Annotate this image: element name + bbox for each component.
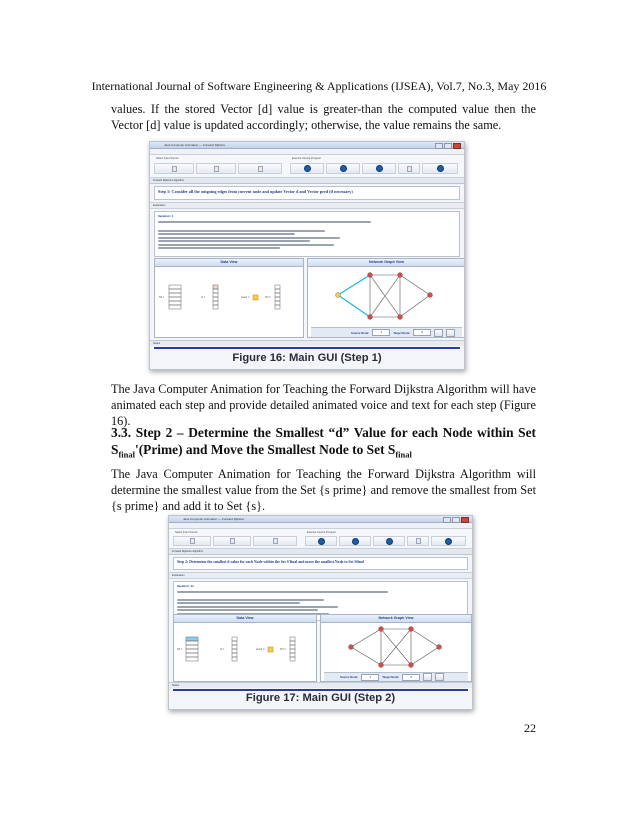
reset-icon: [386, 538, 393, 545]
info-icon: [437, 165, 444, 172]
step-title: Step 2: Determine the smallest d value for each Node within the Set S′final and move the smallest Node to Set Sfinal: [177, 560, 364, 564]
running-header: International Journal of Software Engineering & Applications (IJSEA), Vol.7, No.3, May 2016: [91, 79, 547, 93]
iteration-heading: Iteration: 11: [177, 584, 194, 588]
zoom-in-icon[interactable]: [434, 329, 443, 337]
tab-strip: Forward Dijkstra's Algorithm: [150, 178, 464, 184]
graph-view-title: Network Graph View: [308, 259, 465, 267]
paragraph-vector-update: values. If the stored Vector [d] value is greater-than the computed value then the Vector [d] value is updated accordingly; otherwise, the value remains the same.: [111, 102, 536, 132]
file-icon: [258, 166, 263, 172]
explanation-text-area: [154, 211, 460, 257]
open-file-button[interactable]: [173, 536, 211, 546]
svg-text:Sf =: Sf =: [177, 647, 183, 651]
tab-strip: Forward Dijkstra's Algorithm: [169, 549, 472, 555]
zoom-out-icon[interactable]: [446, 329, 455, 337]
file-icon: [230, 538, 235, 544]
data-view-title: Data View: [174, 615, 316, 623]
file-icon: [273, 538, 278, 544]
open-file-button-2[interactable]: [213, 536, 251, 546]
source-node-label: Source Node:: [340, 675, 359, 679]
iteration-strip: Explanation: [150, 202, 464, 209]
section-heading: [111, 424, 536, 464]
source-node-field[interactable]: 1: [361, 674, 379, 681]
zoom-in-icon[interactable]: [423, 673, 432, 681]
page-number: 22: [524, 721, 536, 735]
run-button[interactable]: [305, 536, 337, 546]
iteration-heading: Iteration: 1: [158, 214, 174, 218]
target-node-field[interactable]: 6: [413, 329, 431, 336]
zoom-out-icon[interactable]: [435, 673, 444, 681]
pencil-icon: [407, 166, 412, 172]
toolbar: Select Input Source Execute Source Program: [169, 529, 472, 549]
views-row: [173, 614, 472, 682]
figure-17-screenshot: [168, 515, 473, 710]
data-view-canvas: [174, 623, 316, 681]
reset-button[interactable]: [362, 163, 396, 174]
step-panel: [173, 557, 468, 570]
set-final-subscript-2: final: [395, 449, 412, 460]
graph-view-title: Network Graph View: [321, 615, 471, 623]
window-titlebar: Java Computer Animation — Forward Dijkstra: [169, 516, 472, 523]
edit-button[interactable]: [407, 536, 429, 546]
target-node-label: Target Node:: [393, 330, 411, 335]
set-s-symbol: S: [111, 442, 119, 457]
reset-icon: [376, 165, 383, 172]
file-icon: [172, 166, 177, 172]
source-node-field[interactable]: 1: [372, 329, 390, 336]
file-icon: [190, 538, 195, 544]
section-heading-mid: '(Prime) and Move the Smallest Node to Set S: [134, 442, 396, 457]
divider-bar: [154, 347, 460, 349]
source-node-label: Source Node:: [351, 330, 370, 335]
data-view-canvas: [155, 267, 303, 337]
iteration-strip: Explanation: [169, 572, 472, 579]
paragraph-animation: The Java Computer Animation for Teaching the Forward Dijkstra Algorithm will have animated each step and provide detailed animated voice and text for each step (Figure 16).: [111, 382, 536, 428]
next-step-button[interactable]: [339, 536, 371, 546]
network-graph-view-panel: [320, 614, 472, 682]
status-bar: Status: [169, 682, 472, 688]
open-file-button-2[interactable]: [196, 163, 236, 174]
section-heading-line1: 3.3. Step 2 – Determine the Smallest “d” Value for each Node within Set: [111, 425, 536, 440]
data-view-panel: [154, 258, 304, 338]
paragraph-smallest-value: The Java Computer Animation for Teaching the Forward Dijkstra Algorithm will determine the smallest value from the Set {s prime} and remove the smallest from Set {s prime} and add it to Set {s}.: [111, 467, 536, 513]
figure-16-screenshot: [149, 141, 465, 370]
views-row: [154, 258, 465, 338]
svg-text:d =: d =: [201, 295, 206, 299]
play-icon: [304, 165, 311, 172]
target-node-label: Target Node:: [382, 675, 400, 679]
edit-button[interactable]: [398, 163, 420, 174]
info-button[interactable]: [431, 536, 466, 546]
figure-17-caption: Figure 17: Main GUI (Step 2): [245, 692, 396, 704]
file-icon: [214, 166, 219, 172]
step-icon: [340, 165, 347, 172]
step-panel: [154, 186, 460, 200]
toolbar: Select Input Source Execute Source Program: [150, 155, 464, 178]
svg-text:Sf =: Sf =: [159, 295, 165, 299]
info-button[interactable]: [422, 163, 458, 174]
open-file-button[interactable]: [154, 163, 194, 174]
svg-text:pred =: pred =: [256, 647, 265, 651]
figure-16-caption: Figure 16: Main GUI (Step 1): [232, 352, 382, 364]
window-titlebar: Java Computer Animation — Forward Dijkstra: [150, 142, 464, 149]
open-file-button-3[interactable]: [253, 536, 297, 546]
graph-node-bar: [311, 327, 462, 337]
info-icon: [445, 538, 452, 545]
network-graph-view-panel: [307, 258, 465, 338]
set-final-subscript: final: [118, 449, 135, 460]
svg-text:S'f =: S'f =: [265, 295, 271, 299]
run-button[interactable]: [290, 163, 324, 174]
svg-text:S'f =: S'f =: [280, 647, 286, 651]
open-file-button-3[interactable]: [238, 163, 282, 174]
network-graph-canvas: [308, 267, 465, 327]
svg-text:d =: d =: [220, 647, 225, 651]
data-view-panel: [173, 614, 317, 682]
divider-bar: [173, 689, 468, 691]
network-graph-canvas: [321, 623, 471, 673]
data-view-title: Data View: [155, 259, 303, 267]
reset-button[interactable]: [373, 536, 405, 546]
next-step-button[interactable]: [326, 163, 360, 174]
step-title: Step 1: Consider all the outgoing edges from current node and update Vector d and Vector pred (if necessary): [158, 189, 353, 194]
step-icon: [352, 538, 359, 545]
status-bar: Status: [150, 340, 464, 346]
section-heading-line2: [111, 441, 536, 464]
graph-node-bar: [324, 672, 468, 681]
pencil-icon: [416, 538, 421, 544]
play-icon: [318, 538, 325, 545]
svg-text:pred =: pred =: [241, 295, 250, 299]
target-node-field[interactable]: 6: [402, 674, 420, 681]
